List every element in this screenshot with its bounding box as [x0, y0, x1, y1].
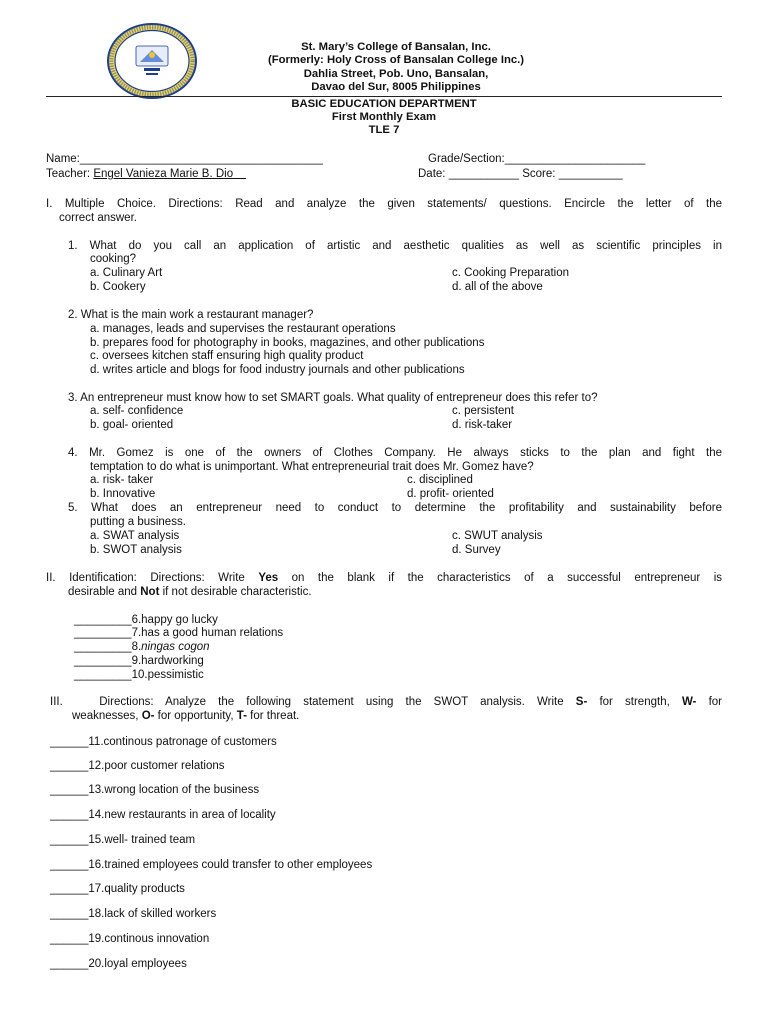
- date-score-field[interactable]: [418, 167, 623, 181]
- grade-section-blank[interactable]: ______________________: [504, 153, 646, 165]
- part3-dir2-o: O-: [141, 710, 155, 722]
- identification-item[interactable]: [74, 654, 204, 668]
- score-label: Score:: [519, 168, 559, 180]
- part3-dir-w: W-: [681, 696, 697, 708]
- q3-option-c[interactable]: c. persistent: [452, 405, 514, 417]
- q4-option-a[interactable]: a. risk- taker: [90, 474, 154, 486]
- q1-option-a[interactable]: a. Culinary Art: [90, 267, 163, 279]
- subject-title: TLE 7: [368, 124, 400, 136]
- question-1-cont: cooking?: [90, 253, 137, 265]
- date-label: Date:: [418, 168, 449, 180]
- part2-dir-text-a: II. Identification: Directions: Write: [46, 572, 259, 584]
- item-number: 8.: [131, 641, 142, 653]
- swot-item[interactable]: ______19.continous innovation: [50, 933, 210, 945]
- question-5-cont: putting a business.: [90, 516, 186, 528]
- swot-item[interactable]: ______13.wrong location of the business: [50, 784, 260, 796]
- teacher-name: [93, 168, 246, 180]
- part2-dir-text-b: on the blank if the characteristics of a successful entrepreneur is: [278, 572, 722, 584]
- item-number: 10.: [131, 669, 148, 681]
- identification-item[interactable]: [74, 613, 218, 627]
- exam-title: First Monthly Exam: [331, 111, 437, 123]
- q5-option-d[interactable]: d. Survey: [452, 544, 501, 556]
- q2-option-c[interactable]: c. oversees kitchen staff ensuring high quality product: [90, 350, 364, 362]
- name-blank[interactable]: ______________________________________: [79, 153, 323, 165]
- identification-item[interactable]: [74, 626, 283, 640]
- swot-item[interactable]: ______18.lack of skilled workers: [50, 908, 217, 920]
- part3-dir2-text-b: for opportunity,: [154, 710, 237, 722]
- q3-option-a[interactable]: a. self- confidence: [90, 405, 184, 417]
- item-text: hardworking: [141, 655, 204, 667]
- grade-section-label: Grade/Section:: [428, 153, 505, 165]
- name-field[interactable]: [46, 152, 323, 166]
- teacher-field: [46, 167, 246, 181]
- q4-option-c[interactable]: c. disciplined: [407, 474, 473, 486]
- q2-option-b[interactable]: b. prepares food for photography in books, magazines, and other publications: [90, 337, 485, 349]
- school-street: Dahlia Street, Pob. Uno, Bansalan,: [303, 68, 489, 80]
- part3-directions: [50, 695, 722, 709]
- name-label: Name:: [46, 153, 80, 165]
- item-number: 9.: [131, 655, 142, 667]
- part1-directions-cont: correct answer.: [59, 212, 137, 224]
- q5-option-a[interactable]: a. SWAT analysis: [90, 530, 180, 542]
- part3-dir-text-3: for: [696, 696, 722, 708]
- teacher-label: Teacher:: [46, 168, 94, 180]
- question-1: 1. What do you call an application of artistic and aesthetic qualities as well as scientific principles in: [68, 240, 722, 252]
- part3-dir-text-2: for strength,: [587, 696, 682, 708]
- part2-dir2-text-b: if not desirable characteristic.: [159, 586, 312, 598]
- identification-item[interactable]: [74, 640, 210, 654]
- item-text: pessimistic: [147, 669, 204, 681]
- question-4: 4. Mr. Gomez is one of the owners of Clothes Company. He always sticks to the plan and fight the: [68, 447, 722, 459]
- q1-option-b[interactable]: b. Cookery: [90, 281, 146, 293]
- answer-blank[interactable]: _________: [74, 614, 132, 626]
- school-name: St. Mary’s College of Bansalan, Inc.: [301, 41, 491, 53]
- grade-section-field[interactable]: [428, 152, 645, 166]
- q3-option-d[interactable]: d. risk-taker: [452, 419, 513, 431]
- identification-item[interactable]: [74, 668, 204, 682]
- swot-item[interactable]: ______14.new restaurants in area of locality: [50, 809, 276, 821]
- question-2: 2. What is the main work a restaurant manager?: [68, 309, 314, 321]
- swot-item[interactable]: ______17.quality products: [50, 883, 185, 895]
- answer-blank[interactable]: _________: [74, 655, 132, 667]
- department-title: BASIC EDUCATION DEPARTMENT: [291, 98, 477, 110]
- date-blank[interactable]: ___________: [448, 168, 520, 180]
- school-former-name: (Formerly: Holy Cross of Bansalan College Inc.): [267, 54, 525, 66]
- part1-directions: I. Multiple Choice. Directions: Read and analyze the given statements/ questions. Encircle the letter of the: [46, 198, 722, 210]
- q2-option-a[interactable]: a. manages, leads and supervises the restaurant operations: [90, 323, 396, 335]
- swot-item[interactable]: ______20.loyal employees: [50, 958, 187, 970]
- teacher-name-text: Engel Vanieza Marie B. Dio: [93, 168, 234, 180]
- school-seal-logo: [106, 22, 198, 100]
- question-4-cont: temptation to do what is unimportant. What entrepreneurial trait does Mr. Gomez have?: [90, 461, 534, 473]
- swot-item[interactable]: ______11.continous patronage of customers: [50, 736, 277, 748]
- score-blank[interactable]: __________: [558, 168, 623, 180]
- q5-option-b[interactable]: b. SWOT analysis: [90, 544, 182, 556]
- part3-dir-s: S-: [575, 696, 588, 708]
- part3-dir-text-1: III. Directions: Analyze the following statement using the SWOT analysis. Write: [50, 696, 576, 708]
- item-text: ningas cogon: [141, 641, 210, 653]
- q5-option-c[interactable]: c. SWUT analysis: [452, 530, 543, 542]
- teacher-name-pad: [233, 168, 246, 180]
- part3-directions-cont: [72, 709, 299, 723]
- school-city: Davao del Sur, 8005 Philippines: [311, 81, 481, 93]
- part3-dir2-text-a: weaknesses,: [72, 710, 142, 722]
- item-text: has a good human relations: [141, 627, 284, 639]
- answer-blank[interactable]: _________: [74, 669, 132, 681]
- part2-dir2-text-a: desirable and: [68, 586, 141, 598]
- item-number: 7.: [131, 627, 142, 639]
- q4-option-b[interactable]: b. Innovative: [90, 488, 156, 500]
- part2-directions-cont: [68, 585, 312, 599]
- swot-item[interactable]: ______15.well- trained team: [50, 834, 196, 846]
- q4-option-d[interactable]: d. profit- oriented: [407, 488, 494, 500]
- swot-item[interactable]: ______12.poor customer relations: [50, 760, 225, 772]
- part3-dir2-t: T-: [236, 710, 247, 722]
- question-3: 3. An entrepreneur must know how to set SMART goals. What quality of entrepreneur does this refer to?: [68, 392, 598, 404]
- q2-option-d[interactable]: d. writes article and blogs for food industry journals and other publications: [90, 364, 465, 376]
- q1-option-d[interactable]: d. all of the above: [452, 281, 543, 293]
- part2-directions: [46, 571, 722, 585]
- answer-blank[interactable]: _________: [74, 641, 132, 653]
- part3-dir2-text-c: for threat.: [246, 710, 300, 722]
- q1-option-c[interactable]: c. Cooking Preparation: [452, 267, 569, 279]
- part2-dir2-not: Not: [140, 586, 160, 598]
- swot-item[interactable]: ______16.trained employees could transfer to other employees: [50, 859, 373, 871]
- q3-option-b[interactable]: b. goal- oriented: [90, 419, 174, 431]
- item-text: happy go lucky: [141, 614, 218, 626]
- question-5: 5. What does an entrepreneur need to conduct to determine the profitability and sustainability before: [68, 502, 722, 514]
- item-number: 6.: [131, 614, 142, 626]
- answer-blank[interactable]: _________: [74, 627, 132, 639]
- part2-dir-yes: Yes: [258, 572, 279, 584]
